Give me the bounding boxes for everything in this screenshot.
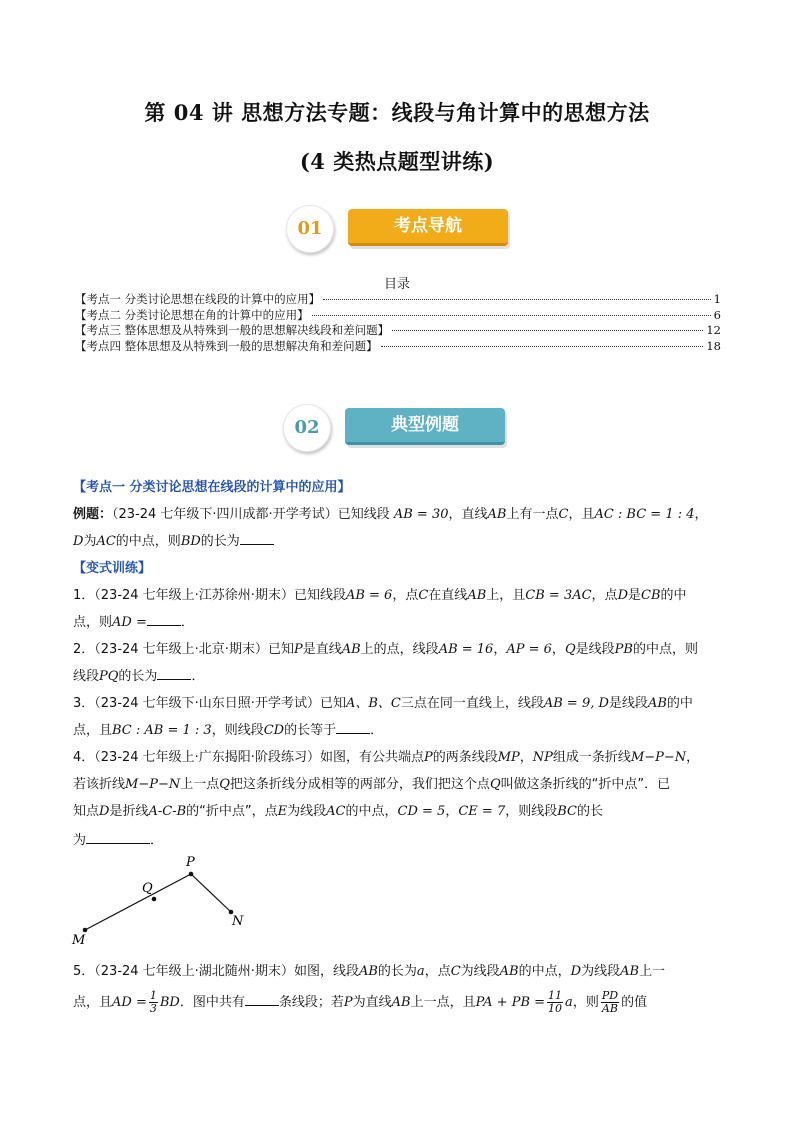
toc-item-text: 【考点一 分类讨论思想在线段的计算中的应用】: [75, 292, 321, 306]
page-title: 第 04 讲 思想方法专题：线段与角计算中的思想方法: [144, 100, 650, 125]
text: 的中点，: [345, 804, 398, 819]
text: ，点: [424, 964, 451, 979]
answer-blank[interactable]: [147, 612, 181, 626]
segment-pn: [191, 874, 231, 912]
text: ，: [519, 750, 533, 765]
problem-2-line-2: [73, 665, 204, 684]
text: 2．（23-24 七年级上·北京·期末）已知: [73, 642, 294, 657]
math: M−P−N: [125, 777, 181, 792]
fraction: [547, 990, 563, 1015]
math: AB: [647, 696, 667, 711]
math: AP = 6: [506, 642, 552, 657]
text: 为直线: [352, 995, 392, 1010]
math: AB = 9, D: [543, 696, 609, 711]
math: AB: [358, 964, 378, 979]
math: E: [277, 804, 288, 819]
text: 条线段；若: [278, 995, 344, 1010]
toc-page: 12: [706, 323, 721, 337]
table-of-contents: [75, 291, 721, 353]
math: MP: [497, 750, 520, 765]
text: ，: [551, 642, 565, 657]
math: A-C-B: [148, 804, 187, 819]
answer-blank[interactable]: [336, 720, 370, 734]
math: CB = 3AC: [525, 588, 592, 603]
point-p: [189, 872, 194, 877]
math: AD =: [112, 615, 147, 630]
text: 是线段: [575, 642, 615, 657]
math: CD = 5: [397, 804, 446, 819]
text: 叫做这条折线的“折中点”．已: [500, 777, 671, 792]
text: 上一点: [180, 777, 220, 792]
example-line-1: [73, 503, 708, 522]
text: ，: [686, 750, 700, 765]
text: 上，且: [486, 588, 526, 603]
math: AC: [326, 804, 346, 819]
example-label: 例题：: [73, 507, 113, 522]
text: 3．（23-24 七年级下·山东日照·开学考试）已知: [73, 696, 346, 711]
math: a: [416, 964, 425, 979]
text: ，则: [572, 995, 599, 1010]
numerator: PD: [601, 989, 619, 1002]
text: 的长为: [200, 534, 240, 549]
problem-2-line-1: [73, 638, 698, 657]
segment-mp: [85, 874, 191, 930]
math: PQ: [99, 669, 119, 684]
badge-label: 典型例题: [345, 408, 505, 445]
label-n: N: [232, 914, 244, 929]
math: a: [565, 995, 573, 1010]
answer-blank[interactable]: [245, 992, 279, 1006]
numerator: 1: [149, 989, 157, 1002]
math: AD =: [112, 995, 147, 1010]
page-subtitle: (4 类热点题型讲练): [299, 149, 495, 174]
toc-item-text: 【考点四 整体思想及从特殊到一般的思想解决角和差问题】: [75, 338, 378, 353]
math: BD: [180, 534, 201, 549]
math: BC: [557, 804, 577, 819]
math: CE = 7: [458, 804, 506, 819]
math: AB: [499, 964, 519, 979]
denominator: 3: [149, 1002, 157, 1015]
source: （23-24 七年级下·四川成都·开学考试）: [112, 507, 338, 522]
denominator: 10: [548, 1002, 563, 1015]
text: 的中: [666, 696, 693, 711]
text: 上一点，且: [410, 995, 476, 1010]
text: 是折线: [109, 804, 149, 819]
text: 的长等于: [284, 723, 337, 738]
text: ．: [191, 669, 205, 684]
text: ，且: [568, 507, 595, 522]
toc-item-text: 【考点二 分类讨论思想在角的计算中的应用】: [75, 307, 309, 322]
text: 的长为: [377, 964, 417, 979]
point-m: [83, 928, 88, 933]
math: AB = 16: [438, 642, 494, 657]
text: 点，且: [73, 723, 113, 738]
answer-blank[interactable]: [157, 666, 191, 680]
problem-1-line-2: [73, 611, 194, 630]
label-q: Q: [142, 881, 153, 896]
example-line-2: [73, 530, 274, 549]
text: 的长为: [118, 669, 158, 684]
math: P: [423, 750, 433, 765]
math: D: [99, 804, 110, 819]
math: A、B、C: [345, 696, 401, 711]
text: 的中点，: [518, 964, 571, 979]
text: 若该折线: [73, 777, 126, 792]
text: 为线段: [581, 964, 621, 979]
text: ．图中共有: [179, 995, 245, 1010]
math: C: [558, 507, 569, 522]
label-p: P: [186, 855, 195, 870]
math: P: [343, 995, 353, 1010]
text: 在直线: [428, 588, 468, 603]
math: Q: [564, 642, 576, 657]
toc-leader: [312, 315, 711, 316]
text: 是线段: [608, 696, 648, 711]
toc-page: 18: [706, 338, 721, 353]
text: 是直线: [302, 642, 342, 657]
math: AB = 30: [393, 507, 449, 522]
toc-heading: 目录: [383, 277, 410, 292]
text: 点，且: [73, 995, 113, 1010]
text: ，则线段: [211, 723, 264, 738]
problem-4-line-2: [73, 773, 670, 792]
toc-page: 1: [713, 292, 721, 306]
math: D: [617, 588, 628, 603]
math: BC : AB = 1 : 3: [112, 723, 212, 738]
toc-item[interactable]: [75, 322, 721, 338]
point-q: [152, 897, 157, 902]
math: D: [73, 534, 84, 549]
math: AB: [487, 507, 507, 522]
toc-item[interactable]: [75, 338, 721, 354]
problem-5-line-2: [73, 990, 647, 1015]
text: ．: [370, 723, 384, 738]
math: NP: [532, 750, 553, 765]
math: PB: [614, 642, 633, 657]
math: D: [570, 964, 582, 979]
fraction: [601, 990, 619, 1015]
text: ，: [694, 507, 708, 522]
text: 点，则: [73, 615, 113, 630]
toc-leader: [323, 299, 711, 300]
text: ，直线: [448, 507, 488, 522]
problem-3-line-1: [73, 692, 693, 711]
label-m: M: [72, 933, 86, 948]
section-heading: 【考点一 分类讨论思想在线段的计算中的应用】: [73, 480, 351, 495]
math: Q: [489, 777, 501, 792]
denominator: AB: [601, 1002, 618, 1015]
text: 为: [73, 833, 87, 848]
math: C: [418, 588, 429, 603]
problem-4-line-4: [73, 829, 163, 848]
text: 为: [83, 534, 97, 549]
math: BD: [159, 995, 180, 1010]
math: AC: [96, 534, 116, 549]
badge-label: 考点导航: [348, 209, 508, 246]
badge-number: 01: [286, 205, 334, 253]
text: 的中点，则: [632, 642, 698, 657]
answer-blank[interactable]: [240, 531, 274, 545]
math: Q: [219, 777, 230, 792]
text: 的值: [621, 995, 648, 1010]
text: 的长: [576, 804, 603, 819]
text: ．: [150, 833, 164, 848]
fraction: [149, 990, 158, 1015]
math: AB: [467, 588, 487, 603]
toc-item-text: 【考点三 整体思想及从特殊到一般的思想解决线段和差问题】: [75, 323, 390, 337]
math: AB: [620, 964, 640, 979]
numerator: 11: [548, 989, 563, 1002]
math: CB: [641, 588, 661, 603]
problem-4-line-1: [73, 746, 699, 765]
text: 的中: [660, 588, 687, 603]
text: 上有一点: [506, 507, 559, 522]
text: ，点: [591, 588, 618, 603]
math: CD: [263, 723, 285, 738]
math: P: [293, 642, 303, 657]
math: AC : BC = 1 : 4: [594, 507, 695, 522]
problem-3-line-2: [73, 719, 383, 738]
text: 三点在同一直线上，线段: [400, 696, 544, 711]
toc-item[interactable]: [75, 291, 721, 307]
text: 的两条线段: [432, 750, 498, 765]
text: ，点: [392, 588, 419, 603]
toc-leader: [381, 346, 704, 347]
text: ，: [493, 642, 507, 657]
math: AB: [341, 642, 361, 657]
text: 为线段: [460, 964, 500, 979]
toc-item[interactable]: [75, 307, 721, 323]
math: AB = 6: [345, 588, 393, 603]
variant-heading: 【变式训练】: [73, 561, 152, 576]
toc-leader: [392, 330, 703, 331]
problem-4-line-3: [73, 800, 603, 819]
text: 为线段: [287, 804, 327, 819]
text: 1．（23-24 七年级上·江苏徐州·期末）已知线段: [73, 588, 346, 603]
answer-blank[interactable]: [86, 830, 150, 844]
math: C: [450, 964, 461, 979]
text: 线段: [73, 669, 100, 684]
problem-5-line-1: [73, 960, 665, 979]
text: 把这条折线分成相等的两部分，我们把这个点: [229, 777, 490, 792]
text: 上的点，线段: [360, 642, 439, 657]
math: M−P−N: [630, 750, 687, 765]
problem-1-line-1: [73, 584, 687, 603]
text: ，: [445, 804, 459, 819]
text: 4．（23-24 七年级上·广东揭阳·阶段练习）如图，有公共端点: [73, 750, 424, 765]
badge-number: 02: [283, 404, 331, 452]
polyline-diagram: [60, 850, 260, 950]
text: 的“折中点”，点: [186, 804, 278, 819]
text: 是: [628, 588, 642, 603]
toc-page: 6: [713, 307, 721, 322]
text: ．: [180, 615, 194, 630]
text: ，则线段: [505, 804, 558, 819]
text: 组成一条折线: [552, 750, 631, 765]
math: PA + PB =: [475, 995, 546, 1010]
text: 上一: [639, 964, 666, 979]
text: 已知线段: [337, 507, 390, 522]
text: 知点: [73, 804, 100, 819]
math: AB: [391, 995, 411, 1010]
text: 的中点，则: [115, 534, 181, 549]
text: 5．（23-24 七年级上·湖北随州·期末）如图，线段: [73, 964, 359, 979]
